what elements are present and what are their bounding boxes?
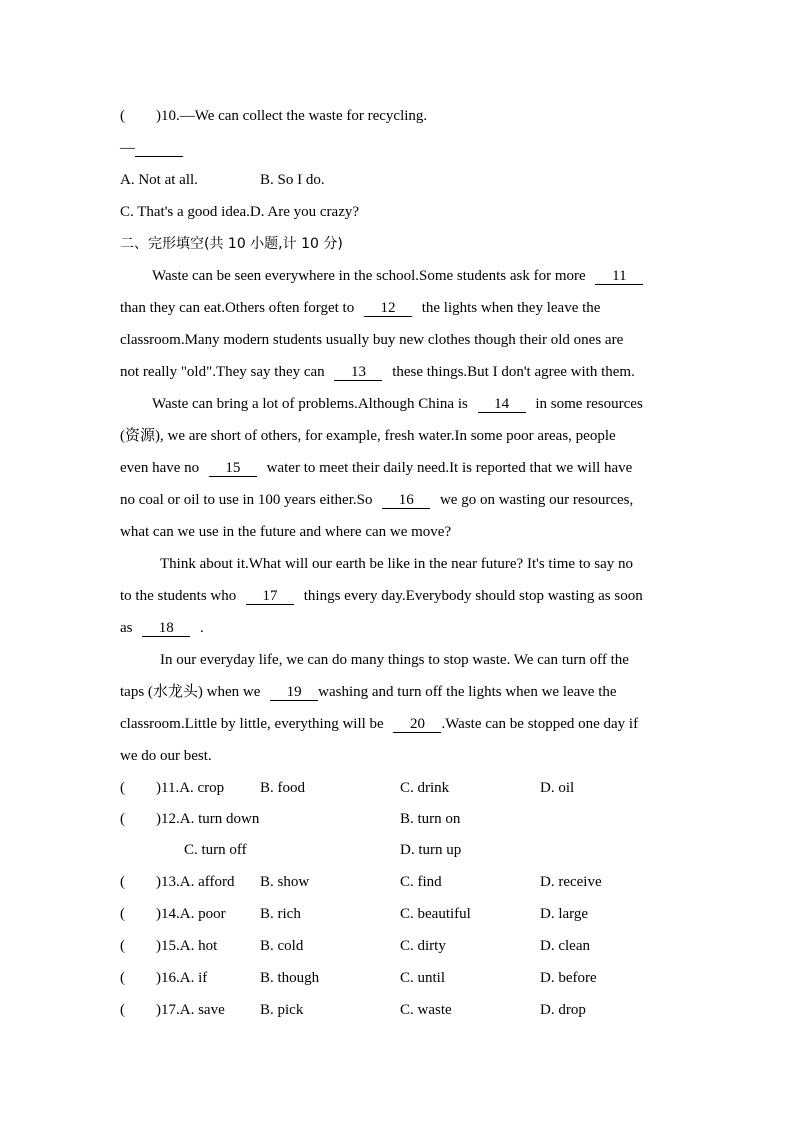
passage-p3-line-3 [120, 618, 681, 638]
blank-14: 14 [478, 396, 526, 413]
option-a: )12.A. turn down [156, 811, 260, 827]
q10-response-line [120, 138, 681, 158]
option-c: C. waste [400, 1002, 452, 1018]
passage-text: even have no [120, 460, 200, 476]
passage-p1-line-3: classroom.Many modern students usually buy new clothes though their old ones are [120, 332, 624, 348]
option-d: D. receive [540, 874, 602, 890]
option-b: B. cold [260, 938, 304, 954]
passage-text: Waste can be seen everywhere in the school.Some students ask for more [152, 268, 586, 284]
q10-option-c: C. That's a good idea. [120, 204, 250, 220]
passage-text: than they can eat.Others often forget to [120, 300, 355, 316]
passage-text: water to meet their daily need.It is reported that we will have [266, 460, 633, 476]
passage-text: .Waste can be stopped one day if [441, 716, 639, 732]
passage-text: Waste can bring a lot of problems.Although China is [152, 396, 468, 412]
blank-12: 12 [364, 300, 412, 317]
answer-paren[interactable]: ( [120, 938, 125, 954]
passage-text: as [120, 620, 133, 636]
passage-text: these things.But I don't agree with them. [392, 364, 635, 380]
blank-11: 11 [595, 268, 643, 285]
answer-paren[interactable]: ( [120, 1002, 125, 1018]
answer-paren[interactable]: ( [120, 970, 125, 986]
option-a: )16.A. if [156, 970, 208, 986]
option-d: D. clean [540, 938, 590, 954]
answer-paren[interactable]: ( [120, 906, 125, 922]
passage-text: we go on wasting our resources, [439, 492, 634, 508]
blank-20: 20 [393, 716, 441, 733]
q10-option-a: A. Not at all. [120, 172, 198, 188]
passage-p3-line-1: Think about it.What will our earth be like in the near future? It's time to say no [160, 556, 633, 572]
option-a: )13.A. afford [156, 874, 235, 890]
blank-17: 17 [246, 588, 294, 605]
option-d: D. turn up [400, 842, 462, 858]
option-c: C. drink [400, 780, 450, 796]
option-d: D. drop [540, 1002, 586, 1018]
option-c: C. find [400, 874, 442, 890]
q10-response-blank[interactable] [135, 140, 183, 157]
passage-p4-line-4: we do our best. [120, 748, 212, 764]
passage-p4-line-2 [120, 682, 681, 702]
option-c: C. beautiful [400, 906, 471, 922]
passage-p2-line-2: (资源), we are short of others, for example, fresh water.In some poor areas, people [120, 428, 616, 444]
q10-stem: )10.—We can collect the waste for recycling. [156, 108, 428, 124]
option-c: C. until [400, 970, 446, 986]
answer-paren[interactable]: ( [120, 811, 125, 827]
option-a: )14.A. poor [156, 906, 226, 922]
blank-13: 13 [334, 364, 382, 381]
passage-p4-line-3 [120, 714, 681, 734]
option-d: D. large [540, 906, 589, 922]
blank-16: 16 [382, 492, 430, 509]
option-b: B. turn on [400, 811, 461, 827]
option-b: B. food [260, 780, 305, 796]
passage-text: . [200, 620, 204, 636]
passage-p2-line-4 [120, 490, 681, 510]
option-d: D. before [540, 970, 597, 986]
q10-option-b: B. So I do. [260, 172, 325, 188]
q10-dash: — [120, 140, 135, 156]
passage-text: in some resources [535, 396, 643, 412]
option-a: )11.A. crop [156, 780, 225, 796]
blank-18: 18 [142, 620, 190, 637]
q10-option-d: D. Are you crazy? [249, 204, 360, 220]
passage-text: things every day.Everybody should stop wasting as soon [303, 588, 643, 604]
blank-15: 15 [209, 460, 257, 477]
q10-stem-line [120, 106, 681, 126]
q10-options-row-2 [120, 202, 681, 222]
option-b: B. rich [260, 906, 301, 922]
passage-text: the lights when they leave the [421, 300, 601, 316]
answer-paren[interactable]: ( [120, 780, 125, 796]
passage-p1-line-2 [120, 298, 681, 318]
passage-text: classroom.Little by little, everything will be [120, 716, 384, 732]
option-a: )17.A. save [156, 1002, 225, 1018]
passage-text: taps (水龙头) when we [120, 684, 261, 700]
answer-paren[interactable]: ( [120, 874, 125, 890]
option-c: C. turn off [184, 842, 247, 858]
passage-text: not really "old".They say they can [120, 364, 325, 380]
passage-p2-line-5: what can we use in the future and where can we move? [120, 524, 452, 540]
passage-text: to the students who [120, 588, 237, 604]
option-b: B. pick [260, 1002, 304, 1018]
passage-p3-line-2 [120, 586, 681, 606]
option-b: B. show [260, 874, 310, 890]
passage-text: no coal or oil to use in 100 years either.So [120, 492, 373, 508]
option-a: )15.A. hot [156, 938, 218, 954]
passage-text: washing and turn off the lights when we leave the [318, 684, 617, 700]
q10-answer-paren[interactable]: ( [120, 108, 125, 124]
option-b: B. though [260, 970, 320, 986]
passage-p2-line-3 [120, 458, 681, 478]
blank-19: 19 [270, 684, 318, 701]
passage-p1-line-1 [152, 266, 681, 286]
option-d: D. oil [540, 780, 575, 796]
option-c: C. dirty [400, 938, 446, 954]
passage-p1-line-4 [120, 362, 681, 382]
passage-p2-line-1 [152, 394, 681, 414]
passage-p4-line-1: In our everyday life, we can do many things to stop waste. We can turn off the [160, 652, 629, 668]
section-heading: 二、完形填空(共 10 小题,计 10 分) [120, 236, 343, 252]
